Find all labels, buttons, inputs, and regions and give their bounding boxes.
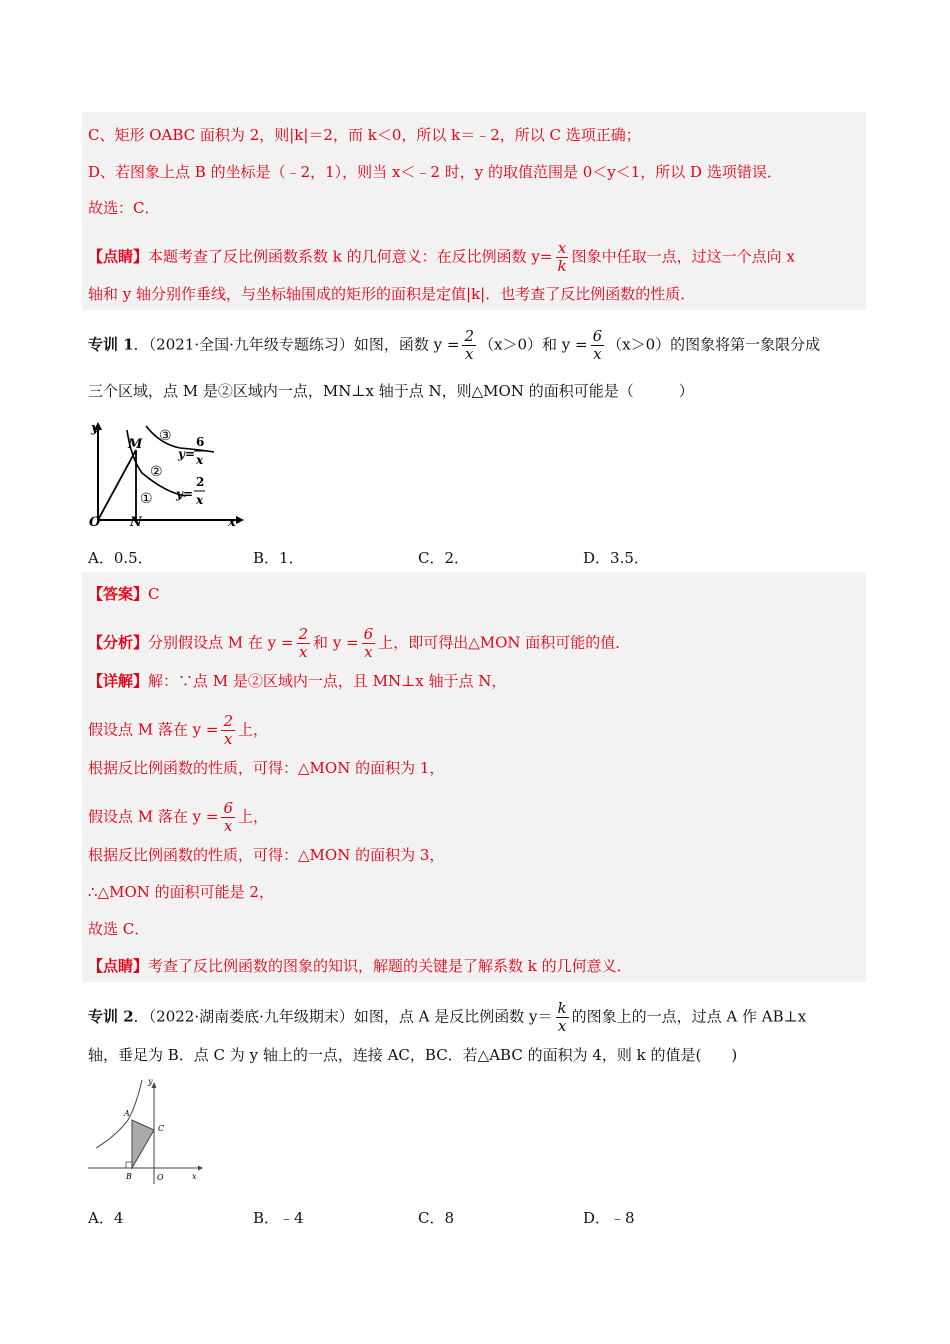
prev-line-c: C、矩形 OABC 面积为 2，则|k|＝2，而 k＜0，所以 k＝﹣2，所以 C 选项正确； xyxy=(88,126,641,144)
curve-6-den: x xyxy=(196,453,204,467)
q1-option-d[interactable]: D．3.5． xyxy=(583,549,649,567)
q2-option-a[interactable]: A．4 xyxy=(88,1209,124,1227)
q1-answer: 【答案】C xyxy=(88,585,160,603)
dianjing-text-a: 本题考查了反比例函数系数 k 的几何意义：在反比例函数 y= xyxy=(148,247,553,266)
q2-x-label: x xyxy=(192,1172,197,1181)
prev-dianjing-c: 轴和 y 轴分别作垂线，与坐标轴围成的矩形的面积是定值|k|．也考查了反比例函数的性质． xyxy=(88,285,696,303)
q1-choose: 故选 C． xyxy=(88,920,150,938)
q1-label: 专训 1 xyxy=(88,335,134,354)
q2-a-label: A xyxy=(124,1109,130,1118)
q2-label: 专训 2 xyxy=(88,1007,134,1026)
region-2-label: ② xyxy=(150,464,163,480)
fraction-2-over-x: $\frac{2}{x}$ xyxy=(223,712,234,748)
q2-figure xyxy=(86,1076,206,1188)
curve-2-prefix: y= xyxy=(176,487,194,501)
q1-dianjing: 【点睛】考查了反比例函数的图象的知识，解题的关键是了解系数 k 的几何意义． xyxy=(88,957,632,975)
curve-2-num: 2 xyxy=(196,475,205,489)
q1-option-b[interactable]: B．1． xyxy=(253,549,304,567)
dianjing-text-b: 图象中任取一点，过这一个点向 x xyxy=(571,247,795,266)
q2-option-d[interactable]: D．﹣8 xyxy=(583,1209,635,1227)
q2-o-label: O xyxy=(157,1173,164,1182)
q1-analysis: 【分析】分别假设点 M 在 y = $\frac{2}{x}$ 和 y = $\frac{6}{x}$ 上，即可得出△MON 面积可能的值． xyxy=(88,625,631,661)
q1-detail: 【详解】解：∵点 M 是②区域内一点，且 MN⊥x 轴于点 N， xyxy=(88,672,507,690)
fraction-6-over-x: $\frac{6}{x}$ xyxy=(363,625,374,661)
q1-figure xyxy=(86,418,246,530)
q1-line1: 专训 1．（2021·全国·九年级专题练习）如图，函数 y = $\frac{2}{x}$ （x＞0）和 y = $\frac{6}{x}$ （x＞0）的图象将第一象限分成 xyxy=(88,327,821,363)
q2-option-c[interactable]: C．8 xyxy=(418,1209,455,1227)
q1-option-c[interactable]: C．2． xyxy=(418,549,470,567)
q1-option-a[interactable]: A．0.5． xyxy=(88,549,153,567)
curve-6-num: 6 xyxy=(196,435,205,449)
q2-option-b[interactable]: B．﹣4 xyxy=(253,1209,304,1227)
region-1-label: ① xyxy=(140,491,153,507)
q1-assume2: 假设点 M 落在 y = $\frac{6}{x}$ 上， xyxy=(88,799,269,835)
q2-line2: 轴，垂足为 B．点 C 为 y 轴上的一点，连接 AC，BC．若△ABC 的面积为 4，则 k 的值是( ) xyxy=(88,1046,738,1064)
prev-choose: 故选：C． xyxy=(88,199,160,217)
fraction-x-over-k: $\frac{x}{k}$ xyxy=(557,239,567,275)
fraction-6-over-x: $\frac{6}{x}$ xyxy=(592,327,603,363)
q1-assume1: 假设点 M 落在 y = $\frac{2}{x}$ 上， xyxy=(88,712,269,748)
q1-n-label: N xyxy=(130,515,142,530)
q2-b-label: B xyxy=(126,1172,132,1181)
fraction-2-over-x: $\frac{2}{x}$ xyxy=(464,327,475,363)
q1-x-label: x xyxy=(228,515,236,530)
curve-2-den: x xyxy=(196,493,204,507)
q1-result1: 根据反比例函数的性质，可得：△MON 的面积为 1， xyxy=(88,759,445,777)
q2-c-label: C xyxy=(158,1124,165,1133)
q2-line1: 专训 2．（2022·湖南娄底·九年级期末）如图，点 A 是反比例函数 y＝ $\frac{k}{x}$ 的图象上的一点，过点 A 作 AB⊥x xyxy=(88,999,807,1035)
q1-o-label: O xyxy=(89,515,101,530)
curve-6-prefix: y= xyxy=(178,447,196,461)
fraction-2-over-x: $\frac{2}{x}$ xyxy=(298,625,309,661)
region-3-label: ③ xyxy=(159,428,172,444)
prev-line-d: D、若图象上点 B 的坐标是（﹣2，1），则当 x＜﹣2 时，y 的取值范围是 0＜y＜1，所以 D 选项错误． xyxy=(88,163,782,181)
dianjing-tag: 【点睛】 xyxy=(88,247,149,266)
q1-y-label: y xyxy=(91,421,99,436)
prev-dianjing xyxy=(88,240,795,275)
fraction-k-over-x: $\frac{k}{x}$ xyxy=(557,999,567,1035)
q1-m-label: M xyxy=(128,437,143,452)
q1-line2: 三个区域，点 M 是②区域内一点，MN⊥x 轴于点 N，则△MON 的面积可能是（ ） xyxy=(88,382,694,400)
q2-y-label: y xyxy=(148,1077,153,1086)
fraction-6-over-x: $\frac{6}{x}$ xyxy=(223,799,234,835)
q1-therefore: ∴△MON 的面积可能是 2， xyxy=(88,883,274,901)
q1-result2: 根据反比例函数的性质，可得：△MON 的面积为 3， xyxy=(88,846,445,864)
